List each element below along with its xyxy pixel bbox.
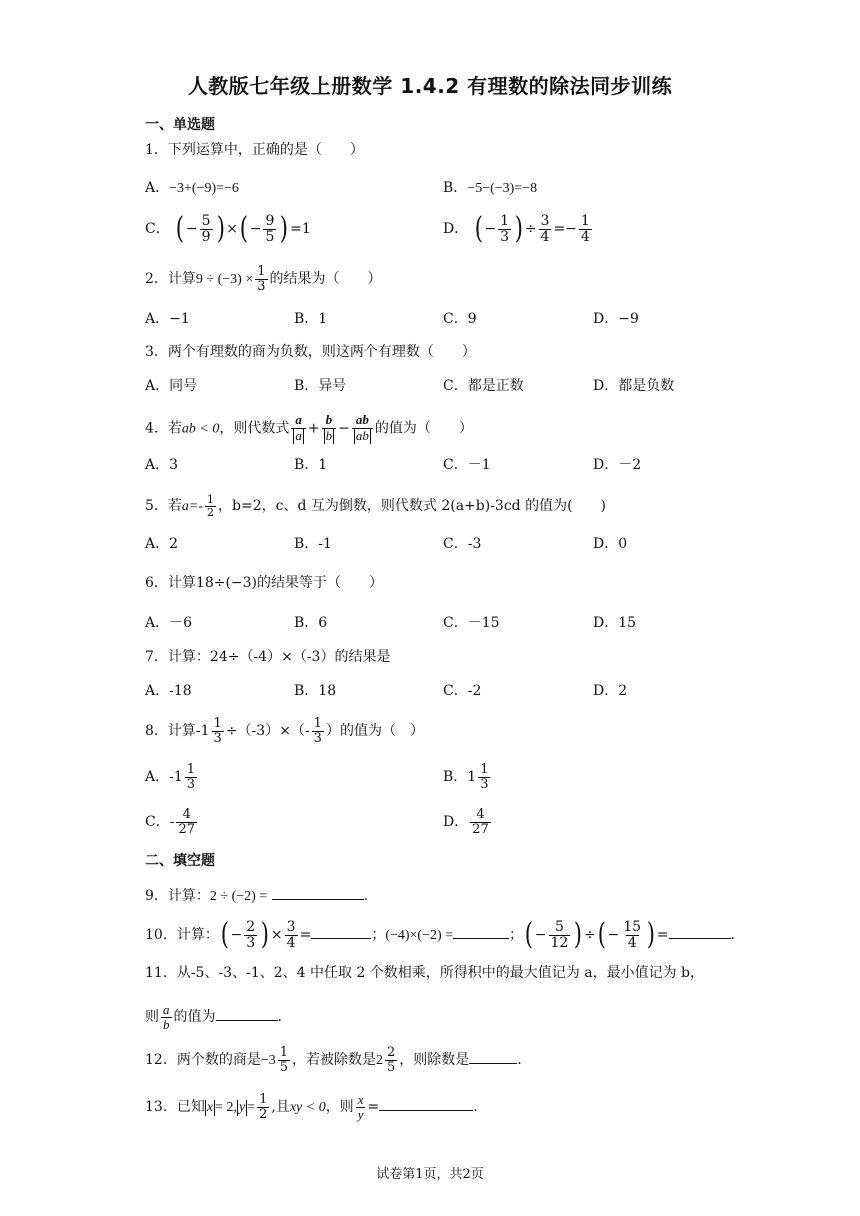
question-3-option-c: C．都是正数 xyxy=(443,378,524,394)
question-4-option-a: A．3 xyxy=(145,457,179,473)
answer-blank[interactable] xyxy=(311,924,371,939)
question-6-stem: 6．计算18÷(−3)的结果等于（ ） xyxy=(145,575,384,591)
question-6-option-c: C．－15 xyxy=(443,615,500,631)
question-2-stem: 2．计算9 ÷ (−3) × $\frac{1}{3}$ 的结果为（ ） xyxy=(145,264,382,294)
question-6-option-b: B．6 xyxy=(294,615,328,631)
question-11-line-1: 11．从-5、-3、-1、2、4 中任取 2 个数相乘，所得积中的最大值记为 a，最小值记为 b， xyxy=(145,965,705,981)
question-3-option-a: A．同号 xyxy=(145,378,198,394)
question-5-option-d: D．0 xyxy=(593,536,628,552)
page-title: 人教版七年级上册数学 1.4.2 有理数的除法同步训练 xyxy=(187,74,673,98)
question-1-option-c: C． ( − $\frac{5}{9}$ ) ×( − $\frac{9}{5}$ ) =1 xyxy=(145,211,311,247)
question-1-option-d: D． ( − $\frac{1}{3}$ ) ÷ $\frac{3}{4}$ =− $\frac{1}{4}$ xyxy=(443,211,590,247)
question-8-option-c: C．- $\frac{4}{27}$ xyxy=(145,807,195,837)
question-3-option-b: B．异号 xyxy=(294,378,347,394)
answer-blank[interactable] xyxy=(469,1049,517,1064)
question-4-option-b: B．1 xyxy=(294,457,328,473)
question-12-stem: 12．两个数的商是−3 $\frac{1}{5}$ ，若被除数是2 $\frac{2}{5}$ ，则除数是 . xyxy=(145,1045,522,1075)
question-1-option-a: A．−3+(−9)=−6 xyxy=(145,180,239,196)
question-1-stem: 1．下列运算中，正确的是（ ） xyxy=(145,142,364,158)
question-7-option-c: C．-2 xyxy=(443,683,482,699)
question-7-option-b: B．18 xyxy=(294,683,337,699)
question-4-option-c: C．－1 xyxy=(443,457,491,473)
question-11-line-2: 则 $\frac{a}{b}$ 的值为 . xyxy=(145,1002,282,1032)
question-2-option-b: B．1 xyxy=(294,311,328,327)
question-3-option-d: D．都是负数 xyxy=(593,378,675,394)
question-4-option-d: D．－2 xyxy=(593,457,642,473)
question-7-stem: 7．计算：24÷（-4）×（-3）的结果是 xyxy=(145,649,391,665)
question-7-option-a: A．-18 xyxy=(145,683,192,699)
section-heading-single-choice: 一、单选题 xyxy=(145,117,215,133)
question-5-option-a: A．2 xyxy=(145,536,179,552)
question-10-stem: 10．计算：( − $\frac{2}{3}$ ) × $\frac{3}{4}$ = ；(−4)×(−2) = ；( − $\frac{5}{12}$ ) ÷( − $\frac{15}{4}$ ) = . xyxy=(145,917,735,953)
section-heading-fill-in: 二、填空题 xyxy=(145,853,215,869)
answer-blank[interactable] xyxy=(669,924,731,939)
question-5-option-c: C．-3 xyxy=(443,536,482,552)
question-5-stem: 5．若a=- $\frac{1}{2}$ ，b=2，c、d 互为倒数，则代数式 2(a+b)-3cd 的值为( ) xyxy=(145,493,607,519)
question-8-option-d: D． $\frac{4}{27}$ xyxy=(443,807,489,837)
question-2-option-c: C．9 xyxy=(443,311,477,327)
question-8-option-a: A．-1 $\frac{1}{3}$ xyxy=(145,762,196,792)
question-2-option-d: D．−9 xyxy=(593,311,639,327)
question-6-option-d: D．15 xyxy=(593,615,637,631)
answer-blank[interactable] xyxy=(216,1006,278,1021)
question-2-option-a: A．−1 xyxy=(145,311,190,327)
question-13-stem: 13．已知 x = 2, y = $\frac{1}{2}$ ,且xy < 0，则 $\frac{x}{y}$ = . xyxy=(145,1092,478,1122)
answer-blank[interactable] xyxy=(272,885,364,900)
question-9-stem: 9．计算：2 ÷ (−2) = . xyxy=(145,885,368,907)
question-3-stem: 3．两个有理数的商为负数，则这两个有理数（ ） xyxy=(145,344,476,360)
question-6-option-a: A．－6 xyxy=(145,615,193,631)
answer-blank[interactable] xyxy=(453,924,509,939)
question-7-option-d: D．2 xyxy=(593,683,628,699)
question-8-stem: 8．计算-1 $\frac{1}{3}$ ÷（-3）×（- $\frac{1}{3}$ ）的值为（ ） xyxy=(145,716,424,746)
question-4-stem: 4．若ab < 0，则代数式 $\frac{a}{a}$ + $\frac{b}{b}$ − $\frac{ab}{ab}$ 的值为（ ） xyxy=(145,412,473,443)
question-8-option-b: B．1 $\frac{1}{3}$ xyxy=(443,762,489,792)
page-footer: 试卷第1页，共2页 xyxy=(376,1167,484,1182)
question-1-option-b: B．−5−(−3)=−8 xyxy=(443,180,538,196)
question-5-option-b: B．-1 xyxy=(294,536,332,552)
answer-blank[interactable] xyxy=(379,1096,473,1111)
